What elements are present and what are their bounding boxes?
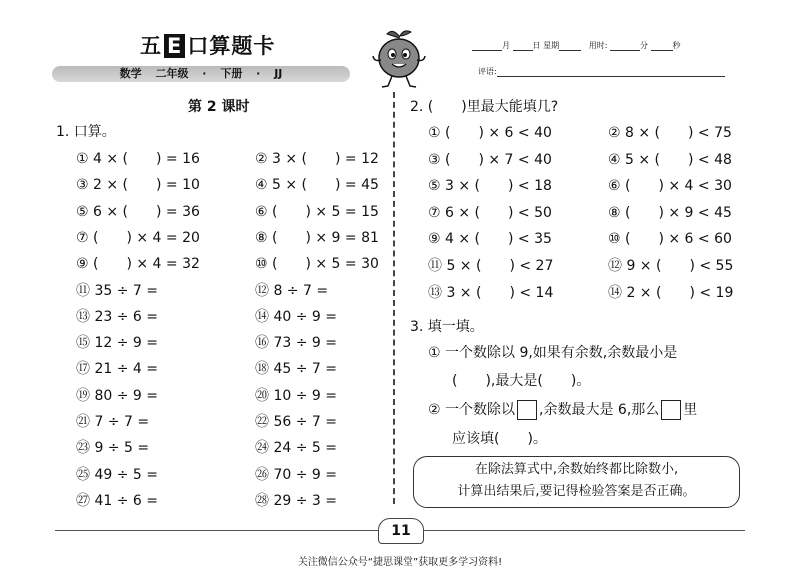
- oral-calc-problem: ⑯ 73 ÷ 9 =: [255, 335, 337, 352]
- oral-calc-problem: ⑥ ( ) × 5 = 15: [255, 203, 379, 220]
- second-blank[interactable]: [651, 41, 673, 51]
- max-fill-problem: ⑤ 3 × ( ) < 18: [428, 178, 552, 195]
- oral-calc-problem: ⑩ ( ) × 5 = 30: [255, 256, 379, 273]
- max-fill-problem: ⑦ 6 × ( ) < 50: [428, 204, 552, 221]
- section3-title: 3. 填一填。: [410, 319, 484, 335]
- oral-calc-problem: ㉓ 9 ÷ 5 =: [76, 440, 150, 457]
- fill-q2-line2: 应该填( )。: [452, 431, 547, 447]
- footnote: 关注微信公众号“捷思课堂”获取更多学习资料!: [297, 557, 503, 568]
- max-fill-problem: ⑪ 5 × ( ) < 27: [428, 258, 554, 274]
- oral-calc-problem: ㉘ 29 ÷ 3 =: [255, 492, 337, 509]
- max-fill-problem: ⑬ 3 × ( ) < 14: [428, 284, 554, 301]
- month-blank[interactable]: [472, 41, 502, 51]
- answer-box[interactable]: [517, 400, 537, 420]
- oral-calc-problem: ⑮ 12 ÷ 9 =: [76, 335, 158, 352]
- oral-calc-problem: ② 3 × ( ) = 12: [255, 151, 379, 167]
- oral-calc-problem: ⑨ ( ) × 4 = 32: [76, 256, 200, 273]
- oral-calc-problem: ③ 2 × ( ) = 10: [76, 177, 200, 194]
- weekday-blank[interactable]: [559, 41, 581, 51]
- max-fill-problem: ⑥ ( ) × 4 < 30: [608, 178, 732, 195]
- subject-bar: 数学 二年级 · 下册 · JJ: [52, 66, 350, 82]
- tip-box: [413, 456, 740, 508]
- max-fill-problem: ⑩ ( ) × 6 < 60: [608, 231, 732, 248]
- oral-calc-problem: ⑫ 8 ÷ 7 =: [255, 282, 329, 299]
- oral-calc-problem: ⑧ ( ) × 9 = 81: [255, 229, 379, 246]
- max-fill-problem: ⑫ 9 × ( ) < 55: [608, 258, 734, 274]
- answer-box[interactable]: [661, 400, 681, 420]
- max-fill-problem: ① ( ) × 6 < 40: [428, 125, 552, 141]
- max-fill-problem: ④ 5 × ( ) < 48: [608, 151, 732, 168]
- oral-calc-problem: ㉗ 41 ÷ 6 =: [76, 492, 158, 509]
- max-fill-problem: ⑧ ( ) × 9 < 45: [608, 204, 732, 221]
- oral-calc-problem: ⑳ 10 ÷ 9 =: [255, 387, 337, 404]
- oral-calc-problem: ⑭ 40 ÷ 9 =: [255, 308, 337, 325]
- apple-mascot-icon: [368, 26, 430, 90]
- minute-blank[interactable]: [610, 41, 640, 51]
- column-divider: [393, 92, 395, 504]
- oral-calc-problem: ⑦ ( ) × 4 = 20: [76, 229, 200, 246]
- fill-q2-line1: ② 一个数除以 ,余数最大是 6,那么 里: [428, 402, 698, 418]
- oral-calc-problem: ⑪ 35 ÷ 7 =: [76, 282, 158, 299]
- oral-calc-problem: ① 4 × ( ) = 16: [76, 151, 200, 167]
- comment-line: 评语:: [478, 66, 725, 77]
- oral-calc-problem: ⑤ 6 × ( ) = 36: [76, 203, 200, 220]
- oral-calc-problem: ㉔ 24 ÷ 5 =: [255, 440, 337, 457]
- tip-line2: 计算出结果后,要记得检验答案是否正确。: [457, 484, 696, 499]
- section1-title: 1. 口算。: [56, 124, 116, 140]
- oral-calc-problem: ㉖ 70 ÷ 9 =: [255, 466, 337, 483]
- oral-calc-problem: ㉑ 7 ÷ 7 =: [76, 414, 150, 430]
- page-number: 11: [378, 518, 424, 544]
- oral-calc-problem: ⑲ 80 ÷ 9 =: [76, 387, 158, 404]
- fill-q1-line2: ( ),最大是( )。: [452, 373, 591, 389]
- oral-calc-problem: ④ 5 × ( ) = 45: [255, 177, 379, 194]
- oral-calc-problem: ㉕ 49 ÷ 5 =: [76, 466, 158, 483]
- oral-calc-problem: ㉒ 56 ÷ 7 =: [255, 414, 337, 430]
- card-title: 五 E 口算题卡: [140, 34, 276, 58]
- max-fill-problem: ⑨ 4 × ( ) < 35: [428, 231, 552, 248]
- date-time-line: 月 日 星期 用时: 分 秒: [472, 40, 681, 51]
- max-fill-problem: ⑭ 2 × ( ) < 19: [608, 284, 734, 301]
- oral-calc-problem: ⑬ 23 ÷ 6 =: [76, 308, 158, 325]
- oral-calc-problem: ⑰ 21 ÷ 4 =: [76, 361, 158, 378]
- max-fill-problem: ③ ( ) × 7 < 40: [428, 151, 552, 168]
- comment-blank[interactable]: [497, 67, 725, 77]
- fill-q1-line1: ① 一个数除以 9,如果有余数,余数最小是: [428, 345, 678, 361]
- section2-title: 2. ( )里最大能填几?: [410, 99, 559, 115]
- oral-calc-problem: ⑱ 45 ÷ 7 =: [255, 361, 337, 378]
- lesson-title: 第 2 课时: [188, 99, 250, 115]
- day-blank[interactable]: [513, 41, 533, 51]
- tip-line1: 在除法算式中,余数始终都比除数小,: [474, 462, 679, 477]
- max-fill-problem: ② 8 × ( ) < 75: [608, 125, 732, 141]
